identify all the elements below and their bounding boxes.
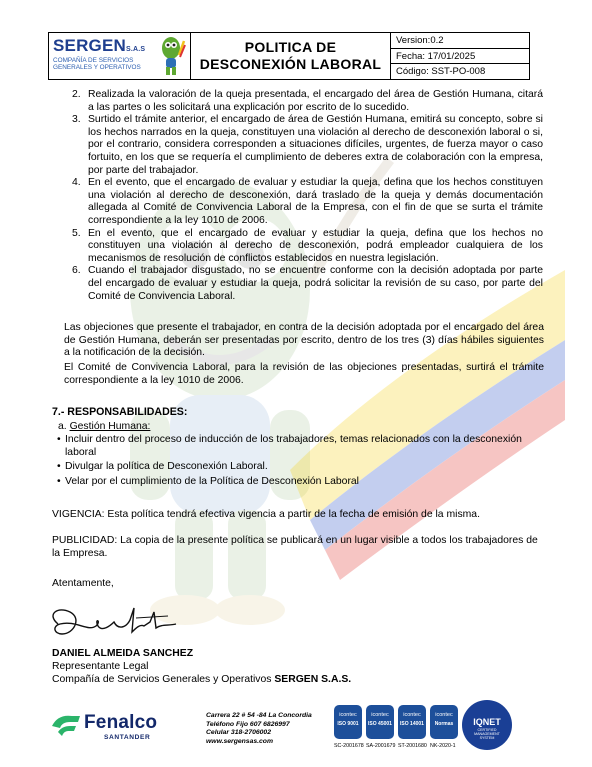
badge-code: SC-2001678 xyxy=(334,743,364,749)
signer-company: Compañía de Servicios Generales y Operativos SERGEN S.A.S. xyxy=(52,674,352,685)
icontec-badge-icon: icontec ISO 14001 xyxy=(398,705,426,739)
document-header xyxy=(48,32,530,80)
responsibility-list xyxy=(57,434,527,490)
signer-role: Representante Legal xyxy=(52,661,149,672)
fenalco-name: Fenalco xyxy=(84,712,158,733)
icontec-badge-icon: icontec Normas xyxy=(430,705,458,739)
code-field: Código: SST-PO-008 xyxy=(396,66,486,78)
list-item: 5. En el evento, que el encargado de evaluar y estudiar la queja, defina que los hechos no constituyen una violación al derecho de desconexión, podrá empleador cualquiera de los mecanismos de resolución de conflictos establecidos en nuestra legislación. xyxy=(72,227,543,264)
committee-paragraph: El Comité de Convivencia Laboral, para la revisión de las objeciones presentadas, surtirá el trámite correspondiente a la ley 1010 de 2006. xyxy=(64,362,544,386)
section-title: 7.- RESPONSABILIDADES: xyxy=(52,406,188,418)
handwritten-signature xyxy=(36,602,196,642)
badge-code: ST-2001680 xyxy=(398,743,427,749)
vigencia-text: VIGENCIA: Esta política tendrá efectiva vigencia a partir de la fecha de emisión de la misma. xyxy=(52,509,480,520)
list-item: • Incluir dentro del proceso de inducción de los trabajadores, temas relacionados con la desconexión laboral xyxy=(57,434,527,459)
iqnet-badge-icon: IQNET CERTIFIED MANAGEMENT SYSTEM xyxy=(462,700,512,750)
company-logo xyxy=(49,33,191,79)
badge-code: SA-2001679 xyxy=(366,743,396,749)
badge-code: NK-2020-1 xyxy=(430,743,456,749)
logo-name: SERGENS.A.S xyxy=(53,36,146,55)
publicidad-text: PUBLICIDAD: La copia de la presente política se publicará en un lugar visible a todos los trabajadores de la Empresa. xyxy=(52,535,538,559)
list-item: 4. En el evento, que el encargado de evaluar y estudiar la queja, defina que los hechos constituyen una violación al derecho de desconexión, dará traslado de la queja y demás documentación allegada al Comité de Convivencia Laboral de la Empresa, con el fin de que se surta el trámite correspondiente a la ley 1010 de 2006. xyxy=(72,177,543,226)
signer-name: DANIEL ALMEIDA SANCHEZ xyxy=(52,648,194,659)
document-title xyxy=(191,33,391,79)
list-item: 2. Realizada la valoración de la queja presentada, el encargado del área de Gestión Humana, citará a las partes o les solicitará una explicación por escrito de lo sucedido. xyxy=(72,89,543,113)
version-field: Version:0.2 xyxy=(391,33,529,49)
list-item: 3. Surtido el trámite anterior, el encargado de área de Gestión Humana, emitirá su concepto, sobre si los hechos narrados en la queja, constituyen una violación al derecho de desconexión laboral o si, por el contrario, considera corresponden a situaciones difíciles, urgentes, de fuerza mayor o caso fortuito, en los que se requería el cumplimiento de deberes extra de colaboración con la empresa, por parte del trabajador. xyxy=(72,114,543,176)
icontec-badge-icon: icontec ISO 9001 xyxy=(334,705,362,739)
date-field: Fecha: 17/01/2025 xyxy=(391,49,529,65)
mascot-icon xyxy=(157,35,187,77)
closing-text: Atentamente, xyxy=(52,578,114,589)
list-item: • Divulgar la política de Desconexión Laboral. xyxy=(57,461,527,474)
list-item: 6. Cuando el trabajador disgustado, no se encuentre conforme con la decisión adoptada por parte del encargado de evaluar y estudiar la queja, podrá solicitar la revisión de su caso, por parte del Comité de Convivencia Laboral. xyxy=(72,265,543,302)
procedure-list xyxy=(72,89,543,303)
icontec-badge-icon: icontec ISO 45001 xyxy=(366,705,394,739)
objections-paragraph: Las objeciones que presente el trabajador, en contra de la decisión adoptada por el encargado del área de Gestión Humana, deberán ser presentadas por escrito, dentro de los tres (3) días hábiles siguientes a la notificación de la decisión. xyxy=(64,322,544,359)
fenalco-subtitle: SANTANDER xyxy=(104,734,151,741)
list-item: • Velar por el cumplimiento de la Política de Desconexión Laboral xyxy=(57,476,527,489)
title-line-1: POLITICA DE xyxy=(244,39,337,55)
title-line-2: DESCONEXIÓN LABORAL xyxy=(199,56,382,72)
subsection-heading: a. Gestión Humana: xyxy=(58,421,151,432)
company-address: Carrera 22 # 54 -84 La Concordia Teléfono Fijo 607 6826997 Celular 318-2706002 www.sergensas.com xyxy=(206,712,312,745)
document-meta xyxy=(391,33,529,79)
logo-subtitle: COMPAÑÍA DE SERVICIOS GENERALES Y OPERATIVOS xyxy=(53,57,141,72)
